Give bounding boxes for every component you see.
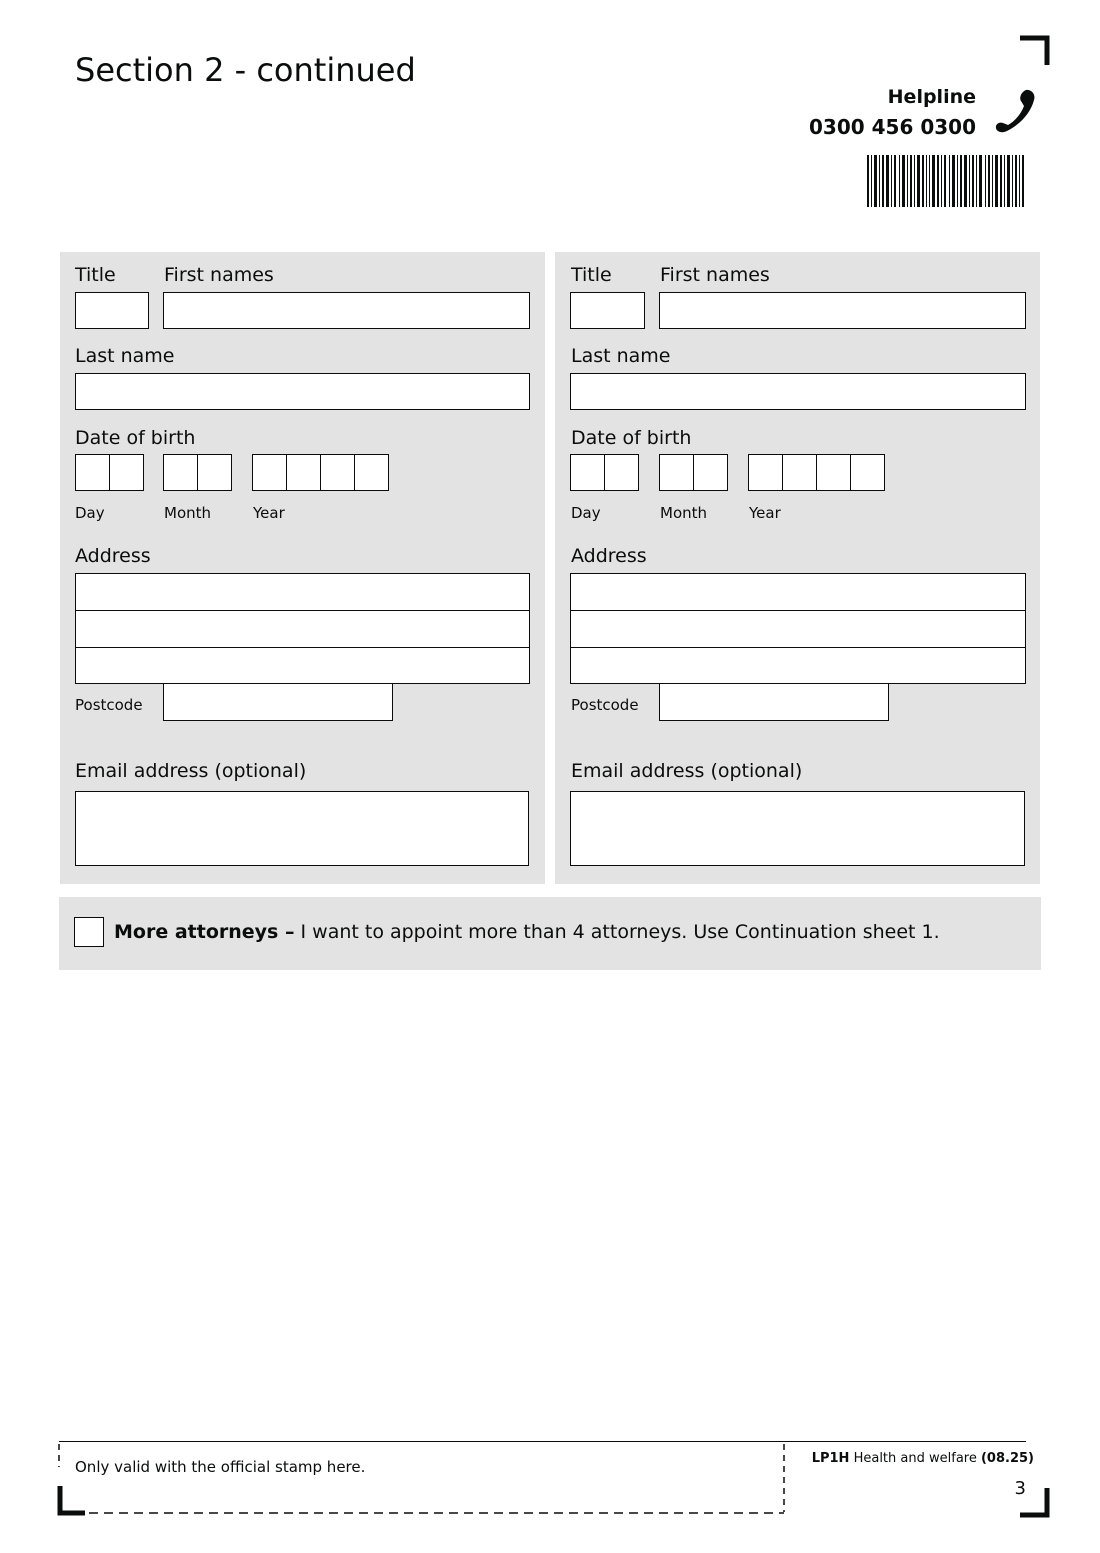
- first-names-label: First names: [164, 264, 274, 286]
- title-label: Title: [75, 264, 116, 286]
- dob-digit-box[interactable]: [782, 454, 817, 491]
- year-label: Year: [749, 504, 781, 522]
- stamp-area: [57, 1442, 789, 1518]
- dob-month-field[interactable]: [659, 454, 728, 491]
- title-field[interactable]: [570, 292, 645, 329]
- email-field[interactable]: [75, 791, 529, 866]
- email-label: Email address (optional): [571, 760, 803, 782]
- dob-digit-box[interactable]: [75, 454, 110, 491]
- address-line[interactable]: [76, 611, 529, 648]
- more-attorneys-checkbox[interactable]: [74, 917, 104, 947]
- form-code: LP1H: [811, 1451, 850, 1466]
- last-name-label: Last name: [75, 345, 175, 367]
- dob-label: Date of birth: [75, 427, 196, 449]
- address-line[interactable]: [76, 648, 529, 685]
- dob-year-field[interactable]: [748, 454, 885, 491]
- corner-mark-bottom-right: [1020, 1488, 1050, 1518]
- more-attorneys-heading: More attorneys –: [114, 921, 295, 943]
- postcode-label: Postcode: [75, 696, 143, 714]
- dob-digit-box[interactable]: [163, 454, 198, 491]
- address-label: Address: [571, 545, 647, 567]
- last-name-field[interactable]: [570, 373, 1026, 410]
- dob-year-field[interactable]: [252, 454, 389, 491]
- dob-digit-box[interactable]: [570, 454, 605, 491]
- dob-day-field[interactable]: [570, 454, 639, 491]
- year-label: Year: [253, 504, 285, 522]
- more-attorneys-text: [114, 920, 940, 944]
- dob-digit-box[interactable]: [354, 454, 389, 491]
- day-label: Day: [75, 504, 105, 522]
- address-line[interactable]: [76, 574, 529, 611]
- postcode-label: Postcode: [571, 696, 639, 714]
- first-names-field[interactable]: [659, 292, 1026, 329]
- dob-digit-box[interactable]: [252, 454, 287, 491]
- email-label: Email address (optional): [75, 760, 307, 782]
- form-reference: [812, 1451, 1034, 1466]
- first-names-field[interactable]: [163, 292, 530, 329]
- stamp-instruction: Only valid with the official stamp here.: [75, 1458, 366, 1476]
- dob-day-field[interactable]: [75, 454, 144, 491]
- title-label: Title: [571, 264, 612, 286]
- dob-digit-box[interactable]: [748, 454, 783, 491]
- postcode-field[interactable]: [659, 683, 889, 721]
- more-attorneys-description: I want to appoint more than 4 attorneys. Use Continuation sheet 1.: [294, 921, 940, 943]
- page-title: Section 2 - continued: [75, 51, 416, 89]
- helpline-label: Helpline: [887, 86, 976, 108]
- postcode-field[interactable]: [163, 683, 393, 721]
- address-line[interactable]: [571, 611, 1025, 648]
- dob-digit-box[interactable]: [850, 454, 885, 491]
- title-field[interactable]: [75, 292, 149, 329]
- first-names-label: First names: [660, 264, 770, 286]
- address-line[interactable]: [571, 574, 1025, 611]
- dob-digit-box[interactable]: [197, 454, 232, 491]
- helpline-number: 0300 456 0300: [808, 115, 976, 139]
- address-line[interactable]: [571, 648, 1025, 685]
- dob-digit-box[interactable]: [109, 454, 144, 491]
- day-label: Day: [571, 504, 601, 522]
- dob-digit-box[interactable]: [320, 454, 355, 491]
- form-version: (08.25): [980, 1451, 1034, 1466]
- dob-digit-box[interactable]: [693, 454, 728, 491]
- last-name-label: Last name: [571, 345, 671, 367]
- last-name-field[interactable]: [75, 373, 530, 410]
- month-label: Month: [660, 504, 708, 522]
- form-name: Health and welfare: [849, 1451, 981, 1466]
- dob-month-field[interactable]: [163, 454, 232, 491]
- email-field[interactable]: [570, 791, 1025, 866]
- dob-digit-box[interactable]: [816, 454, 851, 491]
- address-field[interactable]: [75, 573, 530, 684]
- dob-digit-box[interactable]: [659, 454, 694, 491]
- phone-icon: [990, 86, 1042, 138]
- dob-label: Date of birth: [571, 427, 692, 449]
- page-number: 3: [1014, 1478, 1026, 1499]
- address-label: Address: [75, 545, 151, 567]
- corner-mark-top-right: [1020, 35, 1050, 65]
- barcode: [867, 155, 1024, 207]
- dob-digit-box[interactable]: [286, 454, 321, 491]
- dob-digit-box[interactable]: [604, 454, 639, 491]
- address-field[interactable]: [570, 573, 1026, 684]
- month-label: Month: [164, 504, 212, 522]
